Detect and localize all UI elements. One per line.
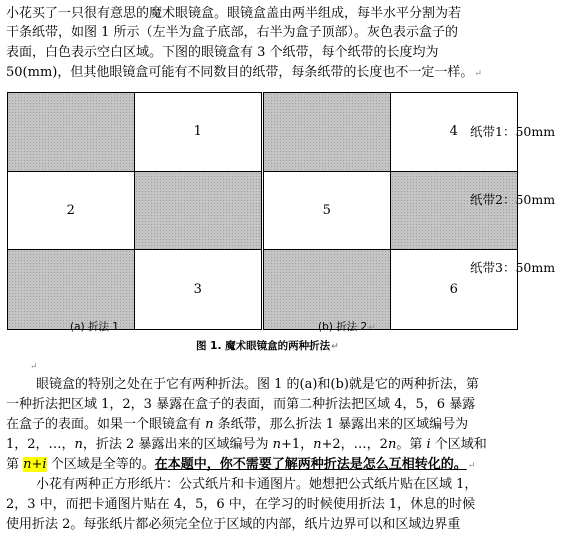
diagram-a-cell: 1 <box>135 93 262 172</box>
diagram-b-cell <box>391 172 518 251</box>
para1-line-5: 第 n+i 个区域是全等的。在本题中，你不需要了解两种折法是怎么互相转化的。↵ <box>6 457 476 472</box>
diagram-b-cell: 6 <box>391 250 518 329</box>
diagram-b-cell: 5 <box>264 172 391 251</box>
intro-line-1: 小花买了一只很有意思的魔术眼镜盒。眼镜盒盖由两半组成，每半水平分割为若 <box>6 6 462 21</box>
diagram-b-cell <box>264 93 391 172</box>
caption-a: (a) 折法 1 <box>70 321 119 333</box>
diagram-a-cell: 2 <box>8 172 135 251</box>
intro-line-2: 干条纸带，如图 1 所示（左半为盒子底部，右半为盒子顶部）。灰色表示盒子的 <box>6 25 459 40</box>
blank-paragraph: ↵ <box>30 362 38 372</box>
para2-line-1: 小花有两种正方形纸片：公式纸片和卡通图片。她想把公式纸片贴在区域 1， <box>36 477 478 492</box>
diagram-a-cell: 3 <box>135 250 262 329</box>
para1-line-3: 在盒子的表面。如果一个眼镜盒有 n 条纸带，那么折法 1 暴露出来的区域编号为 <box>6 417 469 432</box>
para2-line-2: 2，3 中，而把卡通图片贴在 4，5，6 中，在学习的时候使用折法 1，休息的时候 <box>6 497 476 512</box>
diagram-b-cell <box>264 250 391 329</box>
intro-line-4: 50(mm)，但其他眼镜盒可能有不同数目的纸带，每条纸带的长度也不一定一样。↵ <box>6 65 482 80</box>
diagram-a-cell <box>135 172 262 251</box>
diagram-b-cell: 4 <box>391 93 518 172</box>
para2-line-3: 使用折法 2。每张纸片都必须完全位于区域的内部，纸片边界可以和区域边界重 <box>6 517 461 532</box>
bold-note: 在本题中，你不需要了解两种折法是怎么互相转化的。 <box>154 457 467 472</box>
caption-b: (b) 折法 2↵ <box>318 321 376 333</box>
diagram-a-cell <box>8 93 135 172</box>
para1-line-4: 1，2，…，n，折法 2 暴露出来的区域编号为 n+1，n+2，…，2n。第 i 个区域和 <box>6 437 487 452</box>
diagram-a-cell <box>8 250 135 329</box>
strip-label-1: 纸带1：50mm <box>470 124 556 139</box>
intro-line-3: 表面，白色表示空白区域。下图的眼镜盒有 3 个纸带，每个纸带的长度均为 <box>6 45 439 60</box>
strip-label-2: 纸带2：50mm <box>470 192 556 207</box>
strip-label-3: 纸带3：50mm <box>470 260 556 275</box>
figure-caption: 图 1. 魔术眼镜盒的两种折法↵ <box>196 340 339 352</box>
diagram-a-grid <box>7 92 262 330</box>
para1-line-1: 眼镜盒的特别之处在于它有两种折法。图 1 的(a)和(b)就是它的两种折法，第 <box>36 377 479 392</box>
para1-line-2: 一种折法把区域 1，2，3 暴露在盒子的表面，而第二种折法把区域 4，5，6 暴露 <box>6 397 476 412</box>
return-mark: ↵ <box>474 69 482 79</box>
